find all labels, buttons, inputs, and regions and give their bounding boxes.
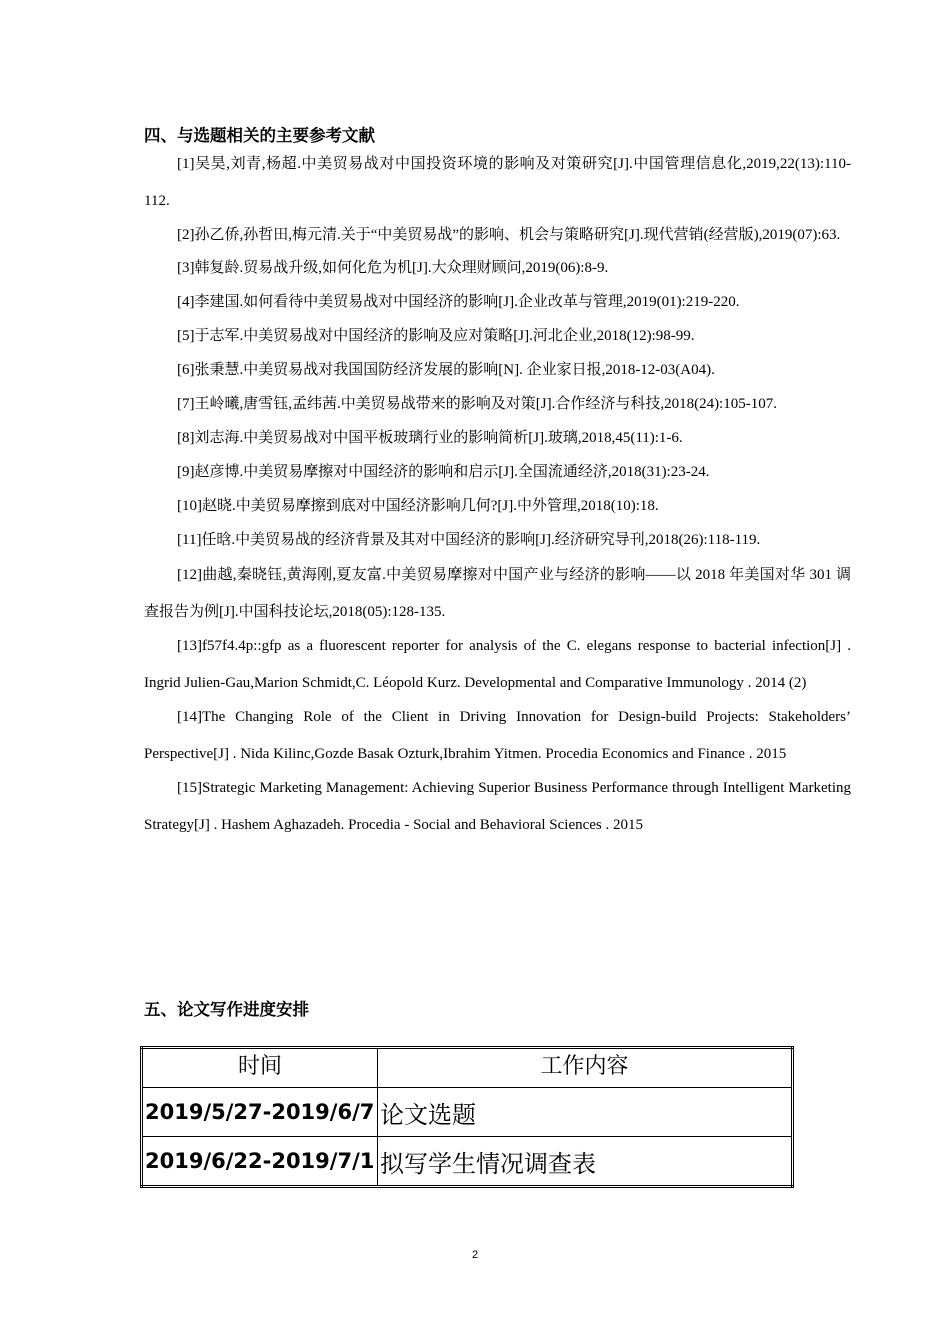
reference-item: [12]曲越,秦晓钰,黄海刚,夏友富.中美贸易摩擦对中国产业与经济的影响——以 2018 年美国对华 301 调查报告为例[J].中国科技论坛,2018(05):128-135.	[144, 567, 851, 620]
schedule-table	[140, 1046, 794, 1188]
reference-list	[144, 146, 851, 841]
table-header-row	[142, 1048, 793, 1088]
header-time: 时间	[142, 1048, 378, 1088]
reference-item: [4]李建国.如何看待中美贸易战对中国经济的影响[J].企业改革与管理,2019(01):219-220.	[177, 294, 740, 310]
reference-item: [7]王岭曦,唐雪钰,孟纬茜.中美贸易战带来的影响及对策[J].合作经济与科技,2018(24):105-107.	[177, 396, 777, 412]
reference-item: [1]吴昊,刘青,杨超.中美贸易战对中国投资环境的影响及对策研究[J].中国管理信息化,2019,22(13):110-112.	[144, 156, 851, 209]
table-row	[142, 1088, 793, 1137]
section5-heading: 五、论文写作进度安排	[144, 1000, 309, 1019]
header-task: 工作内容	[378, 1048, 793, 1088]
section4-heading: 四、与选题相关的主要参考文献	[144, 126, 375, 145]
reference-item: [5]于志军.中美贸易战对中国经济的影响及应对策略[J].河北企业,2018(12):98-99.	[177, 328, 695, 344]
reference-item: [15]Strategic Marketing Management: Achieving Superior Business Performance through Intelligent Marketing Strategy[J] . Hashem Aghazadeh. Procedia - Social and Behavioral Sciences . 2015	[144, 780, 851, 833]
reference-item: [3]韩复龄.贸易战升级,如何化危为机[J].大众理财顾问,2019(06):8-9.	[177, 260, 609, 276]
reference-item: [8]刘志海.中美贸易战对中国平板玻璃行业的影响简析[J].玻璃,2018,45(11):1-6.	[177, 430, 683, 446]
reference-item: [14]The Changing Role of the Client in Driving Innovation for Design-build Projects: Stakeholders’ Perspective[J] . Nida Kilinc,Gozde Basak Ozturk,Ibrahim Yitmen. Procedia Economics and Finance . 2015	[144, 709, 851, 762]
reference-item: [2]孙乙侨,孙哲田,梅元清.关于“中美贸易战”的影响、机会与策略研究[J].现代营销(经营版),2019(07):63.	[177, 227, 841, 243]
reference-item: [9]赵彦博.中美贸易摩擦对中国经济的影响和启示[J].全国流通经济,2018(31):23-24.	[177, 464, 710, 480]
reference-item: [13]f57f4.4p::gfp as a fluorescent reporter for analysis of the C. elegans response to bacterial infection[J] . Ingrid Julien-Gau,Marion Schmidt,C. Léopold Kurz. Developmental and Comparative Immunology . 2014 (2)	[144, 638, 851, 691]
row-task: 拟写学生情况调查表	[378, 1137, 793, 1187]
row-task: 论文选题	[378, 1088, 793, 1137]
reference-item: [10]赵晓.中美贸易摩擦到底对中国经济影响几何?[J].中外管理,2018(10):18.	[177, 498, 659, 514]
reference-item: [11]任晗.中美贸易战的经济背景及其对中国经济的影响[J].经济研究导刊,2018(26):118-119.	[177, 532, 761, 548]
row-time: 2019/6/22-2019/7/1	[142, 1137, 378, 1187]
table-row	[142, 1137, 793, 1187]
page-number: 2	[471, 1249, 479, 1261]
reference-item: [6]张秉慧.中美贸易战对我国国防经济发展的影响[N]. 企业家日报,2018-12-03(A04).	[177, 362, 715, 378]
row-time: 2019/5/27-2019/6/7	[142, 1088, 378, 1137]
